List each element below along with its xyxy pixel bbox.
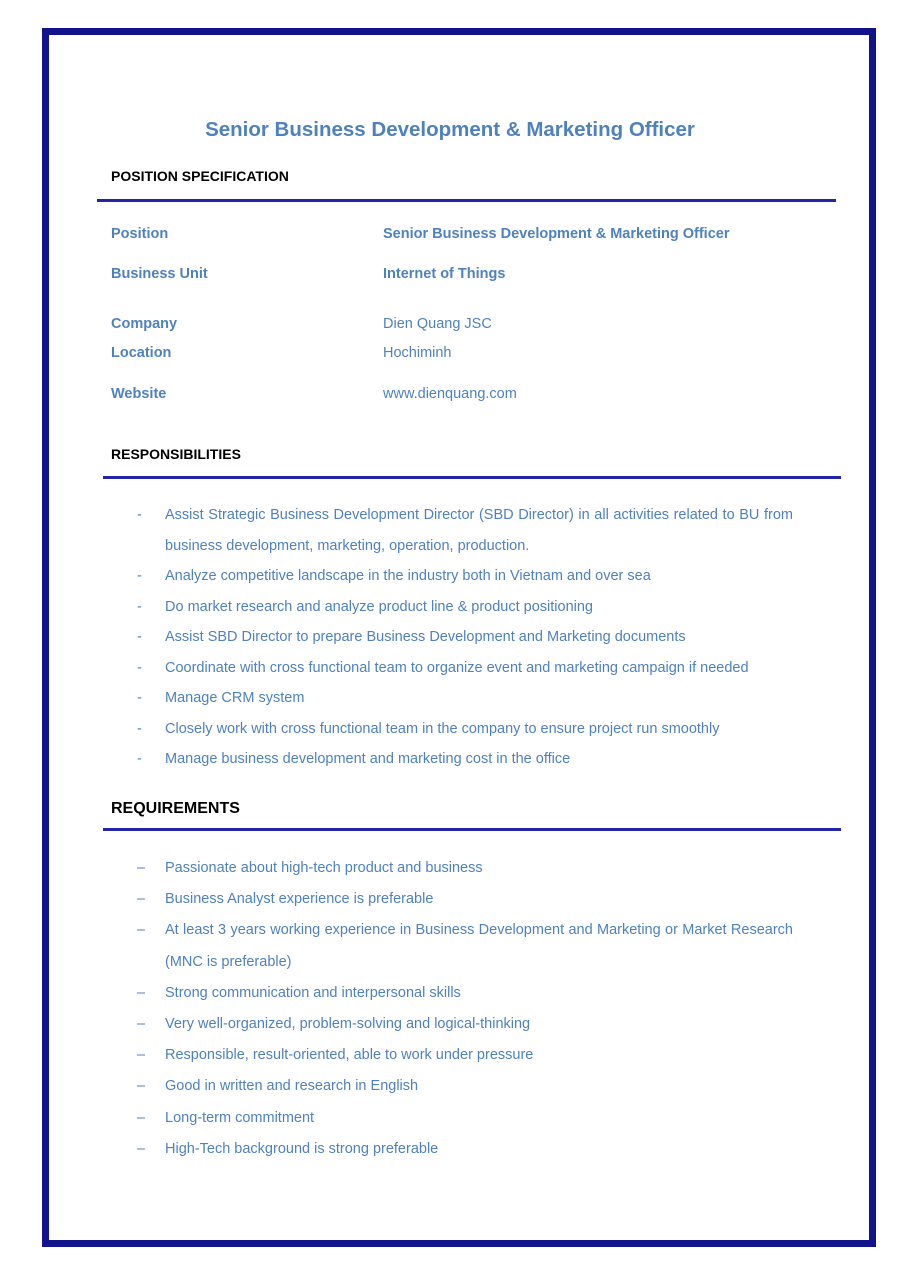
list-item: [0, 653, 793, 684]
page-title: Senior Business Development & Marketing Officer: [205, 118, 695, 141]
list-item-text: Coordinate with cross functional team to organize event and marketing campaign if needed: [165, 659, 749, 676]
bullet-marker: -: [137, 720, 142, 737]
list-item-text: Assist Strategic Business Development Director (SBD Director) in all activities related to BU from business development, marketing, operation, production.: [165, 507, 793, 554]
bullet-marker: -: [137, 659, 142, 676]
list-item-text: Closely work with cross functional team in the company to ensure project run smoothly: [165, 720, 720, 737]
spec-value: www.dienquang.com: [383, 386, 517, 402]
list-item-text: Good in written and research in English: [165, 1078, 419, 1095]
spec-value: Senior Business Development & Marketing Officer: [383, 226, 730, 242]
bullet-marker: -: [137, 751, 142, 767]
bullet-marker: -: [137, 568, 142, 584]
list-item-text: Manage business development and marketing cost in the office: [165, 751, 571, 767]
spec-label: Company: [111, 316, 178, 332]
list-item: [0, 500, 793, 561]
list-item-text: Passionate about high-tech product and business: [165, 860, 483, 876]
bullet-marker: -: [137, 598, 142, 615]
bullet-marker: -: [137, 629, 142, 645]
spec-value: Hochiminh: [383, 345, 452, 361]
bullet-marker: –: [137, 1016, 146, 1033]
spec-label: Position: [111, 226, 169, 242]
list-item: [0, 1071, 793, 1102]
list-item: [0, 1134, 793, 1165]
responsibilities-heading: RESPONSIBILITIES: [111, 446, 241, 462]
requirements-list: [0, 853, 900, 1165]
list-item-text: Do market research and analyze product line & product positioning: [165, 598, 593, 615]
requirements-heading: REQUIREMENTS: [111, 800, 240, 817]
list-item-text: Responsible, result-oriented, able to work under pressure: [165, 1047, 534, 1064]
position-spec-divider: [97, 199, 836, 202]
list-item: [0, 884, 793, 915]
list-item: [0, 915, 793, 977]
list-item: [0, 714, 793, 745]
bullet-marker: –: [137, 1078, 146, 1095]
list-item-text: High-Tech background is strong preferable: [165, 1140, 439, 1157]
list-item: [0, 744, 793, 775]
list-item-text: Assist SBD Director to prepare Business Development and Marketing documents: [165, 629, 686, 645]
list-item-text: Long-term commitment: [165, 1109, 315, 1126]
list-item-text: Manage CRM system: [165, 690, 305, 706]
list-item-text: Very well-organized, problem-solving and logical-thinking: [165, 1016, 531, 1033]
spec-label: Website: [111, 386, 167, 402]
list-item-text: Strong communication and interpersonal skills: [165, 984, 461, 1001]
bullet-marker: -: [137, 690, 142, 706]
list-item-text: Business Analyst experience is preferable: [165, 891, 434, 908]
list-item: [0, 978, 793, 1009]
bullet-marker: –: [137, 922, 146, 939]
bullet-marker: –: [137, 1047, 146, 1064]
list-item-text: At least 3 years working experience in Business Development and Marketing or Market Research (MNC is preferable): [165, 922, 793, 970]
list-item: [0, 592, 793, 623]
spec-label: Business Unit: [111, 266, 208, 282]
bullet-marker: –: [137, 1109, 146, 1126]
bullet-marker: –: [137, 860, 146, 876]
list-item: [0, 1009, 793, 1040]
bullet-marker: -: [137, 507, 142, 523]
list-item-text: Analyze competitive landscape in the industry both in Vietnam and over sea: [165, 568, 651, 584]
list-item: [0, 853, 793, 884]
spec-value: Internet of Things: [383, 266, 506, 282]
bullet-marker: –: [137, 1140, 146, 1157]
bullet-marker: –: [137, 891, 146, 908]
list-item: [0, 1040, 793, 1071]
list-item: [0, 622, 793, 653]
spec-value: Dien Quang JSC: [383, 316, 492, 332]
responsibilities-list: [0, 500, 900, 775]
list-item: [0, 561, 793, 592]
responsibilities-divider: [103, 476, 841, 479]
list-item: [0, 1103, 793, 1134]
spec-label: Location: [111, 345, 172, 361]
bullet-marker: –: [137, 984, 146, 1001]
list-item: [0, 683, 793, 714]
position-spec-heading: POSITION SPECIFICATION: [111, 168, 289, 184]
requirements-divider: [103, 828, 841, 831]
